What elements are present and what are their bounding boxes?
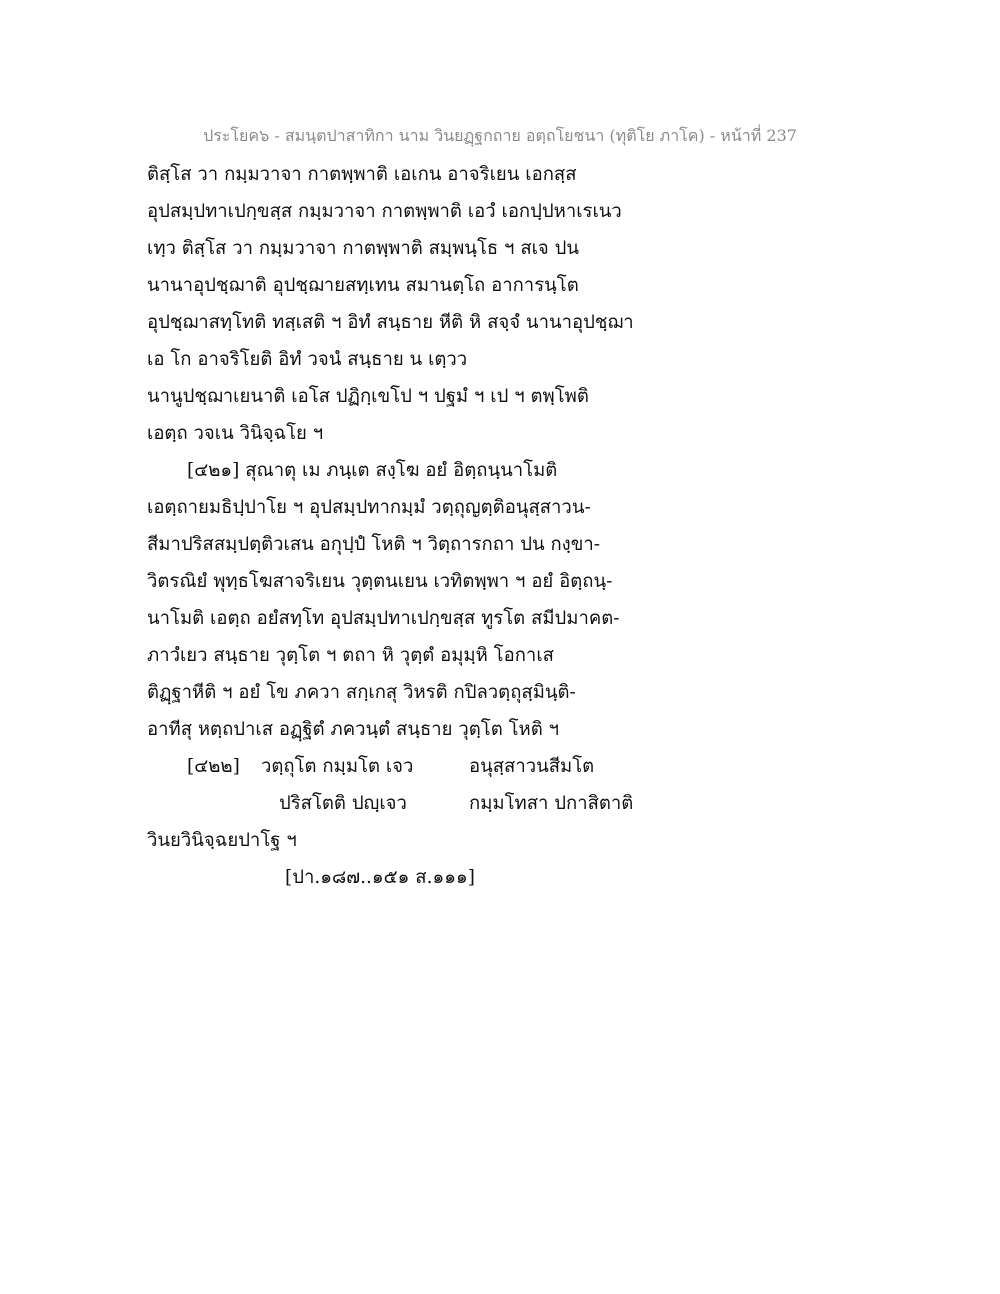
text-line: นานูปชฺฌาเยนาติ เอโส ปฏิกฺเขโป ฯ ปฐมํ ฯ เป ฯ ตพฺโพติ — [147, 386, 589, 407]
text-line: ภาวํเยว สนฺธาย วุตฺโต ฯ ตถา หิ วุตฺตํ อมุมฺหิ โอกาเส — [147, 645, 554, 666]
body-text — [147, 156, 707, 896]
text-line: ติสฺโส วา กมฺมวาจา กาตพฺพาติ เอเกน อาจริเยน เอกสฺส — [147, 164, 577, 185]
verse-half: ปริสโตติ ปญฺเจว — [279, 793, 407, 814]
text-line: นานาอุปชฺฌาติ อุปชฺฌายสทฺเทน สมานตฺโถ อาการนฺโต — [147, 275, 579, 296]
text-line: อุปสมฺปทาเปกฺขสฺส กมฺมวาจา กาตพฺพาติ เอวํ เอกปฺปหาเรเนว — [147, 201, 622, 222]
text-line: สีมาปริสสมฺปตฺติวเสน อกุปฺปํ โหติ ฯ วิตฺถารกถา ปน กงฺขา- — [147, 534, 600, 555]
text-line: [๔๒๑] สุณาตุ เม ภนฺเต สงฺโฆ อยํ อิตฺถนฺนาโมติ — [187, 460, 558, 481]
text-line: ติฏฺฐาหีติ ฯ อยํ โข ภควา สกฺเกสุ วิหรติ กปิลวตฺถุสฺมินฺติ- — [147, 682, 576, 703]
text-line: เอ โก อาจริโยติ อิทํ วจนํ สนฺธาย น เตฺวว — [147, 349, 468, 370]
text-line: เอตฺถ วจเน วินิจฺฉโย ฯ — [147, 423, 324, 444]
verse-half: กมฺมโทสา ปกาสิตาติ — [469, 793, 634, 814]
text-line: อาทีสุ หตฺถปาเส อฏฺฐิตํ ภควนฺตํ สนฺธาย วุตฺโต โหติ ฯ — [147, 719, 560, 740]
verse-half: วตฺถุโต กมฺมโต เจว — [261, 756, 414, 777]
closing-line: วินยวินิจฺฉยปาโฐ ฯ — [147, 830, 297, 851]
text-line: เอตฺถายมธิปฺปาโย ฯ อุปสมฺปทากมฺมํ วตฺถุญตฺติอนุสฺสาวน- — [147, 497, 591, 518]
verse-half: อนุสฺสาวนสีมโต — [469, 756, 595, 777]
verse-number: [๔๒๒] — [187, 756, 240, 777]
verse-line-2 — [147, 785, 707, 822]
reference-line: [ปา.๑๘๗..๑๕๑ ส.๑๑๑] — [285, 867, 475, 888]
page-header: ประโยค๖ - สมนฺตปาสาทิกา นาม วินยฏฺฐกถาย อตฺถโยชนา (ทุติโย ภาโค) - หน้าที่ 237 — [203, 126, 797, 145]
text-line: เทฺว ติสฺโส วา กมฺมวาจา กาตพฺพาติ สมฺพนฺโธ ฯ สเจ ปน — [147, 238, 580, 259]
verse-line-1 — [147, 748, 707, 785]
text-line: วิตรณิยํ พุทฺธโฆสาจริเยน วุตฺตนเยน เวทิตพฺพา ฯ อยํ อิตฺถนฺ- — [147, 571, 613, 592]
text-line: อุปชฺฌาสทฺโทติ ทสฺเสติ ฯ อิทํ สนฺธาย หีติ หิ สจฺจํ นานาอุปชฺฌา — [147, 312, 634, 333]
text-line: นาโมติ เอตฺถ อยํสทฺโท อุปสมฺปทาเปกฺขสฺส ทูรโต สมีปมาคต- — [147, 608, 620, 629]
